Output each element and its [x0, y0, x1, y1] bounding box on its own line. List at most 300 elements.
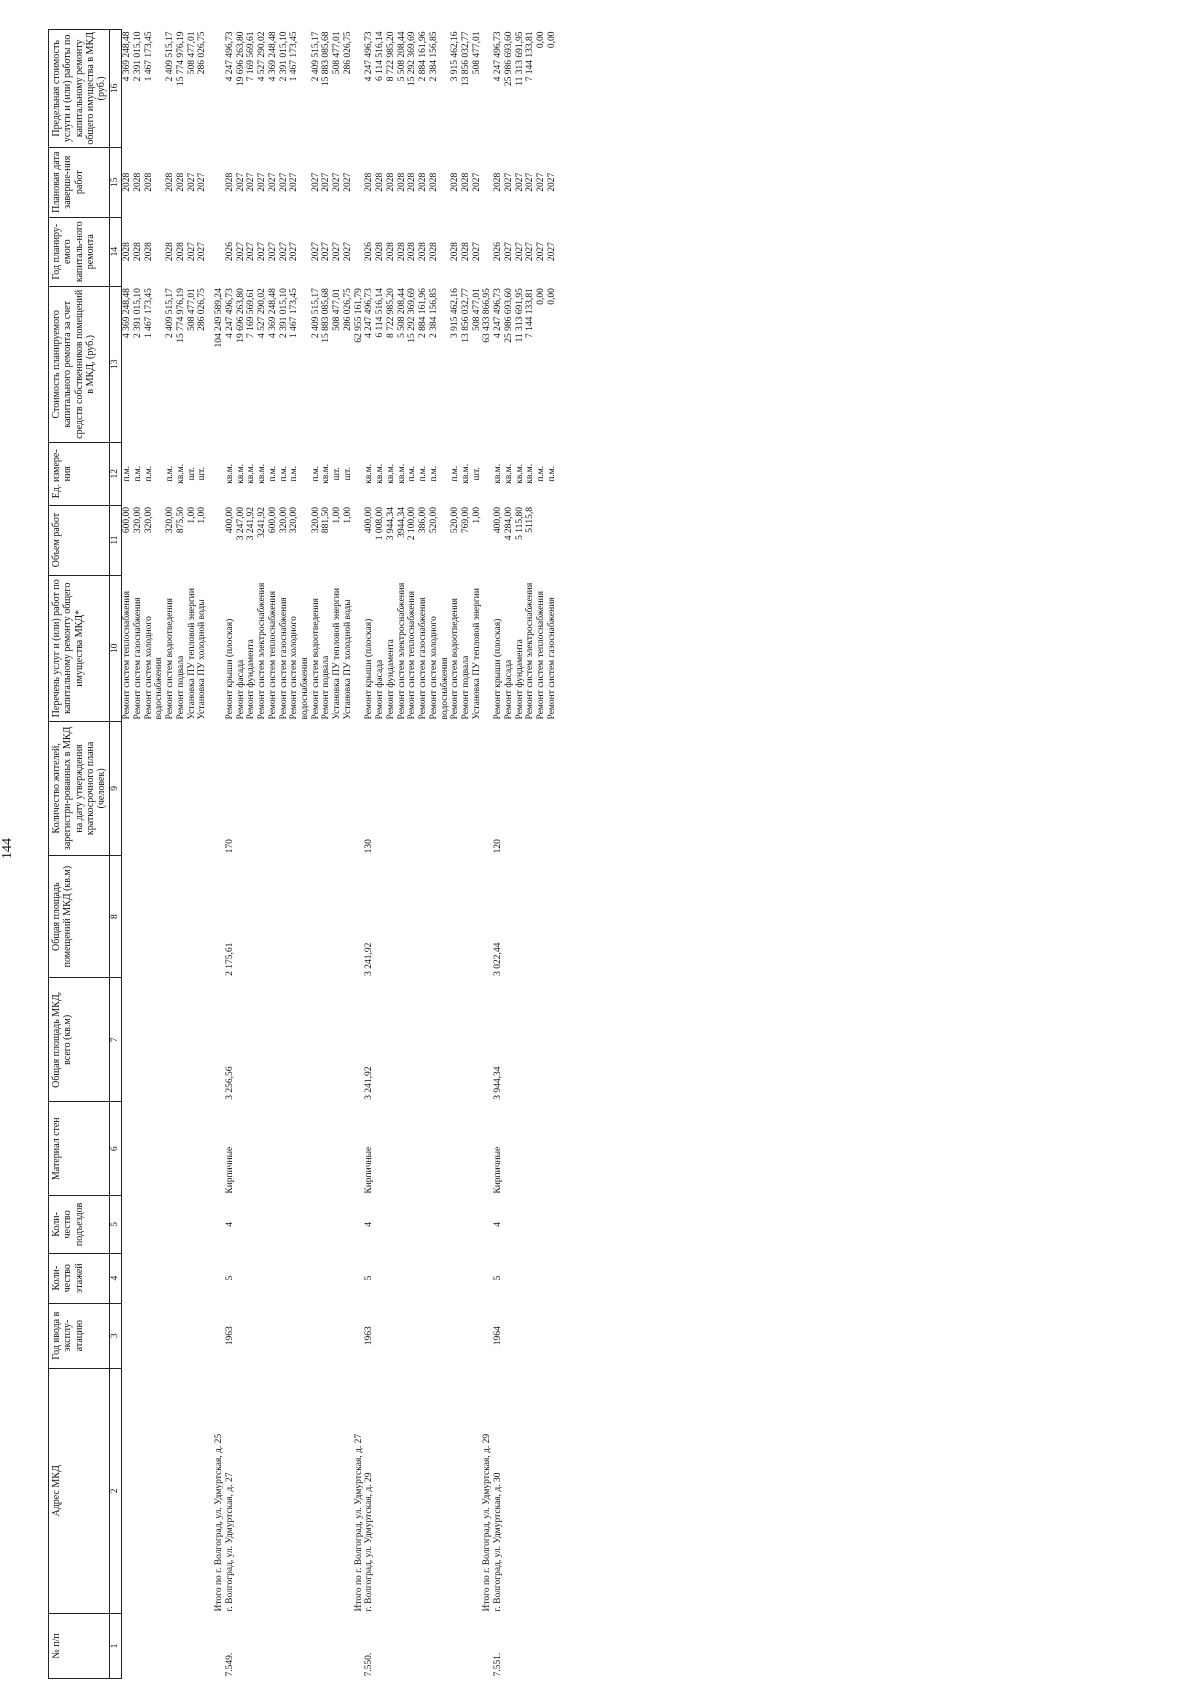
empty-cell: [536, 1196, 547, 1254]
work-unit: п.м.: [165, 465, 176, 482]
work-end-date: 2027: [342, 172, 353, 192]
empty-cell: [176, 1196, 187, 1254]
empty-cell: [257, 721, 268, 855]
work-end-date: 2027: [289, 172, 300, 192]
header-num: № п/п: [49, 1613, 110, 1678]
work-cost: 1 467 173,45: [143, 288, 154, 338]
work-volume: 520,00: [428, 507, 439, 534]
empty-cell: [547, 1303, 558, 1368]
empty-cell: [343, 1102, 354, 1196]
work-unit: кв.м.: [364, 463, 375, 484]
work-plan-year: 2028: [450, 242, 461, 262]
empty-cell: [547, 855, 558, 978]
work-volume: 4 284,00: [503, 507, 514, 541]
header-plan-year: Год планиру-емого капиталь-ного ремонта: [49, 217, 110, 286]
empty-cell: [122, 1102, 133, 1196]
empty-cell: [482, 30, 493, 148]
empty-cell: [165, 978, 176, 1102]
total-label: Итого по г. Волгоград, ул. Удмуртская, д. 27: [353, 1433, 364, 1612]
header-end-date: Плановая дата заверше-ния работ: [49, 147, 110, 217]
table-row: [547, 30, 558, 1679]
empty-cell: [279, 978, 290, 1102]
work-unit: п.м.: [122, 465, 133, 482]
empty-cell: [450, 1613, 461, 1678]
empty-cell: [176, 1613, 187, 1678]
empty-cell: [197, 1196, 208, 1254]
empty-cell: [429, 1253, 450, 1303]
work-cost: 2 884 161,96: [418, 288, 429, 338]
work-unit: кв.м.: [514, 463, 525, 484]
work-max-cost: 0,00: [536, 31, 547, 49]
work-max-cost: 508 477,01: [471, 31, 482, 75]
house-residents: 170: [224, 839, 235, 854]
house-residents: 130: [364, 839, 375, 854]
work-volume: 3 241,92: [246, 507, 257, 541]
house-floors: 5: [224, 1275, 235, 1281]
house-year: 1963: [224, 1326, 235, 1346]
table-row: [268, 30, 279, 1679]
table-row: [504, 30, 515, 1679]
work-plan-year: 2028: [407, 242, 418, 262]
work-cost: 11 313 691,95: [514, 288, 525, 343]
house-area-total: 3 944,34: [493, 1066, 504, 1100]
work-end-date: 2028: [493, 172, 504, 192]
empty-cell: [515, 1196, 526, 1254]
work-end-date: 2027: [503, 172, 514, 192]
work-unit: кв.м.: [396, 463, 407, 484]
table-row: [418, 30, 429, 1679]
work-name: Ремонт систем газоснабжения: [418, 597, 429, 720]
empty-cell: [450, 1253, 461, 1303]
empty-cell: [354, 442, 365, 505]
work-name: Ремонт систем водоотведения: [165, 598, 176, 720]
work-cost: 1 467 173,45: [289, 288, 300, 338]
work-volume: 3 247,00: [235, 507, 246, 541]
empty-cell: [176, 855, 187, 978]
empty-cell: [354, 505, 365, 575]
work-end-date: 2028: [175, 172, 186, 192]
work-name: Ремонт фасада: [235, 659, 246, 720]
work-end-date: 2027: [257, 172, 268, 192]
empty-cell: [461, 1613, 472, 1678]
house-entrances: 4: [224, 1222, 235, 1227]
work-end-date: 2028: [364, 172, 375, 192]
empty-cell: [133, 721, 144, 855]
work-unit: шт.: [471, 467, 482, 481]
empty-cell: [279, 1102, 290, 1196]
work-volume: 320,00: [289, 507, 300, 534]
empty-cell: [525, 1303, 536, 1368]
empty-cell: [279, 1303, 290, 1368]
empty-cell: [176, 1368, 187, 1613]
empty-cell: [321, 1613, 332, 1678]
work-cost: 2 391 015,10: [132, 288, 143, 338]
empty-cell: [450, 855, 461, 978]
empty-cell: [176, 1253, 187, 1303]
work-max-cost: 6 114 516,14: [375, 31, 386, 82]
work-max-cost: 4 369 248,48: [267, 31, 278, 82]
empty-cell: [354, 217, 365, 286]
empty-cell: [515, 721, 526, 855]
work-name: Ремонт систем электроснабжения: [525, 582, 536, 720]
work-name: Установка ПУ тепловой энергии: [471, 588, 482, 720]
work-name: Ремонт систем электроснабжения: [396, 582, 407, 720]
empty-cell: [386, 1303, 397, 1368]
work-cost: 4 527 290,02: [257, 288, 268, 338]
work-volume: 1 008,00: [375, 507, 386, 541]
work-end-date: 2028: [407, 172, 418, 192]
empty-cell: [332, 721, 343, 855]
empty-cell: [246, 1253, 257, 1303]
empty-cell: [472, 855, 483, 978]
table-row: [311, 30, 322, 1679]
empty-cell: [236, 721, 247, 855]
work-end-date: 2027: [197, 172, 208, 192]
empty-cell: [504, 1368, 515, 1613]
empty-cell: [257, 1303, 268, 1368]
work-max-cost: 4 247 496,73: [364, 31, 375, 82]
column-number: 9: [110, 721, 122, 855]
work-unit: п.м.: [310, 465, 321, 482]
empty-cell: [536, 721, 547, 855]
table-row: [450, 30, 461, 1679]
table-row: [472, 30, 483, 1679]
empty-cell: [515, 1613, 526, 1678]
empty-cell: [418, 1102, 429, 1196]
work-end-date: 2028: [396, 172, 407, 192]
work-max-cost: 0,00: [546, 31, 557, 49]
empty-cell: [397, 1613, 408, 1678]
work-unit: кв.м.: [503, 463, 514, 484]
work-end-date: 2027: [278, 172, 289, 192]
empty-cell: [236, 1253, 247, 1303]
work-cost: 13 856 032,77: [460, 288, 471, 343]
work-plan-year: 2028: [428, 242, 439, 262]
empty-cell: [321, 1368, 332, 1613]
work-end-date: 2028: [122, 172, 133, 192]
work-unit: п.м.: [418, 465, 429, 482]
work-unit: кв.м.: [257, 463, 268, 484]
header-row: [49, 30, 110, 1679]
column-number: 11: [110, 505, 122, 575]
work-max-cost: 8 722 985,20: [385, 31, 396, 82]
work-unit: п.м.: [428, 465, 439, 482]
total-row: [482, 30, 493, 1679]
work-volume: 875,50: [175, 507, 186, 534]
empty-cell: [321, 1253, 332, 1303]
work-name: Ремонт подвала: [460, 655, 471, 720]
work-plan-year: 2026: [364, 242, 375, 262]
empty-cell: [144, 1613, 165, 1678]
work-max-cost: 3 915 462,16: [450, 31, 461, 82]
row-number: 7.550.: [364, 1652, 375, 1677]
table-row: [407, 30, 418, 1679]
empty-cell: [133, 1613, 144, 1678]
empty-cell: [482, 505, 493, 575]
empty-cell: [165, 1303, 176, 1368]
work-plan-year: 2027: [235, 242, 246, 262]
empty-cell: [482, 575, 493, 721]
work-unit: шт.: [197, 467, 208, 481]
work-max-cost: 15 292 369,69: [407, 31, 418, 87]
work-name: Ремонт систем газоснабжения: [278, 597, 289, 720]
empty-cell: [236, 1613, 247, 1678]
work-name: Ремонт систем газоснабжения: [132, 597, 143, 720]
work-max-cost: 1 467 173,45: [289, 31, 300, 82]
empty-cell: [122, 1303, 133, 1368]
empty-cell: [407, 855, 418, 978]
empty-cell: [332, 855, 343, 978]
work-volume: 1,00: [197, 507, 208, 524]
work-max-cost: 4 369 248,48: [122, 31, 133, 82]
work-cost: 286 026,75: [197, 288, 208, 331]
work-unit: п.м.: [407, 465, 418, 482]
empty-cell: [375, 978, 386, 1102]
empty-cell: [450, 978, 461, 1102]
work-max-cost: 5 508 208,44: [396, 31, 407, 82]
empty-cell: [187, 1102, 198, 1196]
header-unit: Ед. измере-ния: [49, 442, 110, 505]
empty-cell: [144, 978, 165, 1102]
work-plan-year: 2027: [536, 242, 547, 262]
empty-cell: [386, 1368, 397, 1613]
empty-cell: [525, 1196, 536, 1254]
header-max-cost: Предельная стоимость услуги и (или) работы по капитальному ремонту общего имущества в МКД (руб.): [49, 30, 110, 148]
work-volume: 600,00: [267, 507, 278, 534]
empty-cell: [536, 1253, 547, 1303]
house-row: [225, 30, 236, 1679]
table-row: [536, 30, 547, 1679]
empty-cell: [332, 1253, 343, 1303]
work-name: Ремонт крыши (плоская): [493, 618, 504, 720]
empty-cell: [246, 855, 257, 978]
empty-cell: [332, 1196, 343, 1254]
work-max-cost: 508 477,01: [186, 31, 197, 75]
work-plan-year: 2027: [546, 242, 557, 262]
work-end-date: 2027: [332, 172, 343, 192]
work-cost: 2 409 515,17: [165, 288, 176, 338]
work-end-date: 2027: [525, 172, 536, 192]
column-number: 5: [110, 1196, 122, 1254]
page-number: 144: [0, 838, 15, 859]
column-number: 1: [110, 1613, 122, 1678]
empty-cell: [407, 1613, 418, 1678]
total-row: [354, 30, 365, 1679]
work-end-date: 2027: [235, 172, 246, 192]
work-plan-year: 2027: [246, 242, 257, 262]
work-plan-year: 2027: [289, 242, 300, 262]
empty-cell: [461, 1368, 472, 1613]
work-unit: кв.м.: [460, 463, 471, 484]
work-cost: 2 391 015,10: [278, 288, 289, 338]
house-entrances: 4: [493, 1222, 504, 1227]
empty-cell: [133, 1196, 144, 1254]
header-area-total: Общая площадь МКД, всего (кв.м): [49, 978, 110, 1102]
empty-cell: [461, 1102, 472, 1196]
work-unit: кв.м.: [224, 463, 235, 484]
empty-cell: [257, 1368, 268, 1613]
empty-cell: [397, 1196, 408, 1254]
work-cost: 7 169 569,61: [246, 288, 257, 338]
column-number: 8: [110, 855, 122, 978]
empty-cell: [407, 1102, 418, 1196]
work-volume: 520,00: [450, 507, 461, 534]
table-row: [525, 30, 536, 1679]
work-max-cost: 13 856 032,77: [460, 31, 471, 87]
work-end-date: 2027: [546, 172, 557, 192]
work-max-cost: 2 409 515,17: [310, 31, 321, 82]
empty-cell: [472, 1102, 483, 1196]
empty-cell: [461, 1253, 472, 1303]
work-max-cost: 15 883 085,68: [321, 31, 332, 87]
work-volume: 1,00: [471, 507, 482, 524]
empty-cell: [407, 721, 418, 855]
work-name: Ремонт систем холодного водоснабжения: [289, 616, 310, 720]
empty-cell: [472, 721, 483, 855]
empty-cell: [386, 721, 397, 855]
empty-cell: [354, 1613, 365, 1678]
work-max-cost: 2 409 515,17: [165, 31, 176, 82]
empty-cell: [268, 1196, 279, 1254]
empty-cell: [343, 1196, 354, 1254]
empty-cell: [461, 855, 472, 978]
empty-cell: [133, 978, 144, 1102]
work-plan-year: 2026: [493, 242, 504, 262]
empty-cell: [397, 1102, 408, 1196]
empty-cell: [144, 1368, 165, 1613]
work-name: Установка ПУ тепловой энергии: [332, 588, 343, 720]
empty-cell: [197, 855, 208, 978]
empty-cell: [515, 1253, 526, 1303]
work-name: Ремонт систем водоотведения: [450, 598, 461, 720]
work-max-cost: 2 884 161,96: [418, 31, 429, 82]
house-area-rooms: 2 175,61: [224, 942, 235, 976]
work-volume: 769,00: [460, 507, 471, 534]
empty-cell: [332, 1613, 343, 1678]
empty-cell: [289, 721, 310, 855]
empty-cell: [504, 721, 515, 855]
work-end-date: 2028: [428, 172, 439, 192]
empty-cell: [311, 1196, 322, 1254]
work-cost: 508 477,01: [471, 288, 482, 331]
empty-cell: [122, 978, 133, 1102]
empty-cell: [257, 855, 268, 978]
header-residents: Количество жителей, зарегистри-рованных в МКД на дату утверждения краткосрочного плана (человек): [49, 721, 110, 855]
empty-cell: [197, 1368, 208, 1613]
work-end-date: 2028: [460, 172, 471, 192]
column-number: 7: [110, 978, 122, 1102]
work-plan-year: 2027: [257, 242, 268, 262]
empty-cell: [547, 1196, 558, 1254]
empty-cell: [386, 1613, 397, 1678]
empty-cell: [429, 1102, 450, 1196]
table-row: [133, 30, 144, 1679]
empty-cell: [144, 855, 165, 978]
empty-cell: [547, 1102, 558, 1196]
empty-cell: [279, 1253, 290, 1303]
work-cost: 508 477,01: [186, 288, 197, 331]
empty-cell: [208, 442, 225, 505]
empty-cell: [279, 1196, 290, 1254]
empty-cell: [268, 978, 279, 1102]
work-volume: 881,50: [321, 507, 332, 534]
empty-cell: [311, 1303, 322, 1368]
house-area-total: 3 256,56: [224, 1066, 235, 1100]
empty-cell: [482, 217, 493, 286]
work-unit: п.м.: [536, 465, 547, 482]
empty-cell: [397, 721, 408, 855]
empty-cell: [407, 1253, 418, 1303]
empty-cell: [536, 1102, 547, 1196]
empty-cell: [504, 1253, 515, 1303]
column-number: 13: [110, 286, 122, 442]
table-row: [397, 30, 408, 1679]
empty-cell: [515, 855, 526, 978]
work-cost: 4 247 496,73: [224, 288, 235, 338]
empty-cell: [268, 1303, 279, 1368]
empty-cell: [547, 1613, 558, 1678]
work-max-cost: 1 467 173,45: [143, 31, 154, 82]
header-area-rooms: Общая площадь помещений МКД (кв.м): [49, 855, 110, 978]
empty-cell: [311, 1253, 322, 1303]
work-unit: п.м.: [289, 465, 300, 482]
empty-cell: [536, 1368, 547, 1613]
header-cost: Стоимость планируемого капитального ремонта за счет средств собственников помещений в МКД, (руб.): [49, 286, 110, 442]
empty-cell: [418, 978, 429, 1102]
work-max-cost: 2 391 015,10: [278, 31, 289, 82]
empty-cell: [332, 1102, 343, 1196]
empty-cell: [407, 1303, 418, 1368]
empty-cell: [429, 855, 450, 978]
empty-cell: [450, 1368, 461, 1613]
empty-cell: [450, 1196, 461, 1254]
work-end-date: 2028: [132, 172, 143, 192]
empty-cell: [122, 1368, 133, 1613]
work-plan-year: 2028: [122, 242, 133, 262]
empty-cell: [268, 1613, 279, 1678]
work-plan-year: 2027: [503, 242, 514, 262]
work-plan-year: 2026: [224, 242, 235, 262]
header-address: Адрес МКД: [49, 1368, 110, 1613]
work-plan-year: 2028: [132, 242, 143, 262]
work-plan-year: 2028: [418, 242, 429, 262]
column-number: 16: [110, 30, 122, 148]
work-plan-year: 2028: [385, 242, 396, 262]
table-row: [176, 30, 187, 1679]
empty-cell: [187, 1196, 198, 1254]
house-residents: 120: [493, 839, 504, 854]
empty-cell: [375, 1196, 386, 1254]
work-plan-year: 2027: [471, 242, 482, 262]
work-end-date: 2027: [246, 172, 257, 192]
empty-cell: [375, 1613, 386, 1678]
empty-cell: [311, 1613, 322, 1678]
work-max-cost: 2 384 156,85: [428, 31, 439, 82]
work-unit: кв.м.: [385, 463, 396, 484]
empty-cell: [311, 978, 322, 1102]
work-cost: 15 292 369,69: [407, 288, 418, 343]
empty-cell: [246, 1303, 257, 1368]
table-row: [375, 30, 386, 1679]
empty-cell: [122, 855, 133, 978]
empty-cell: [268, 1102, 279, 1196]
work-name: Ремонт систем теплоснабжения: [407, 590, 418, 720]
work-cost: 4 369 248,48: [267, 288, 278, 338]
empty-cell: [472, 1368, 483, 1613]
empty-cell: [472, 1253, 483, 1303]
empty-cell: [122, 1253, 133, 1303]
table-row: [343, 30, 354, 1679]
